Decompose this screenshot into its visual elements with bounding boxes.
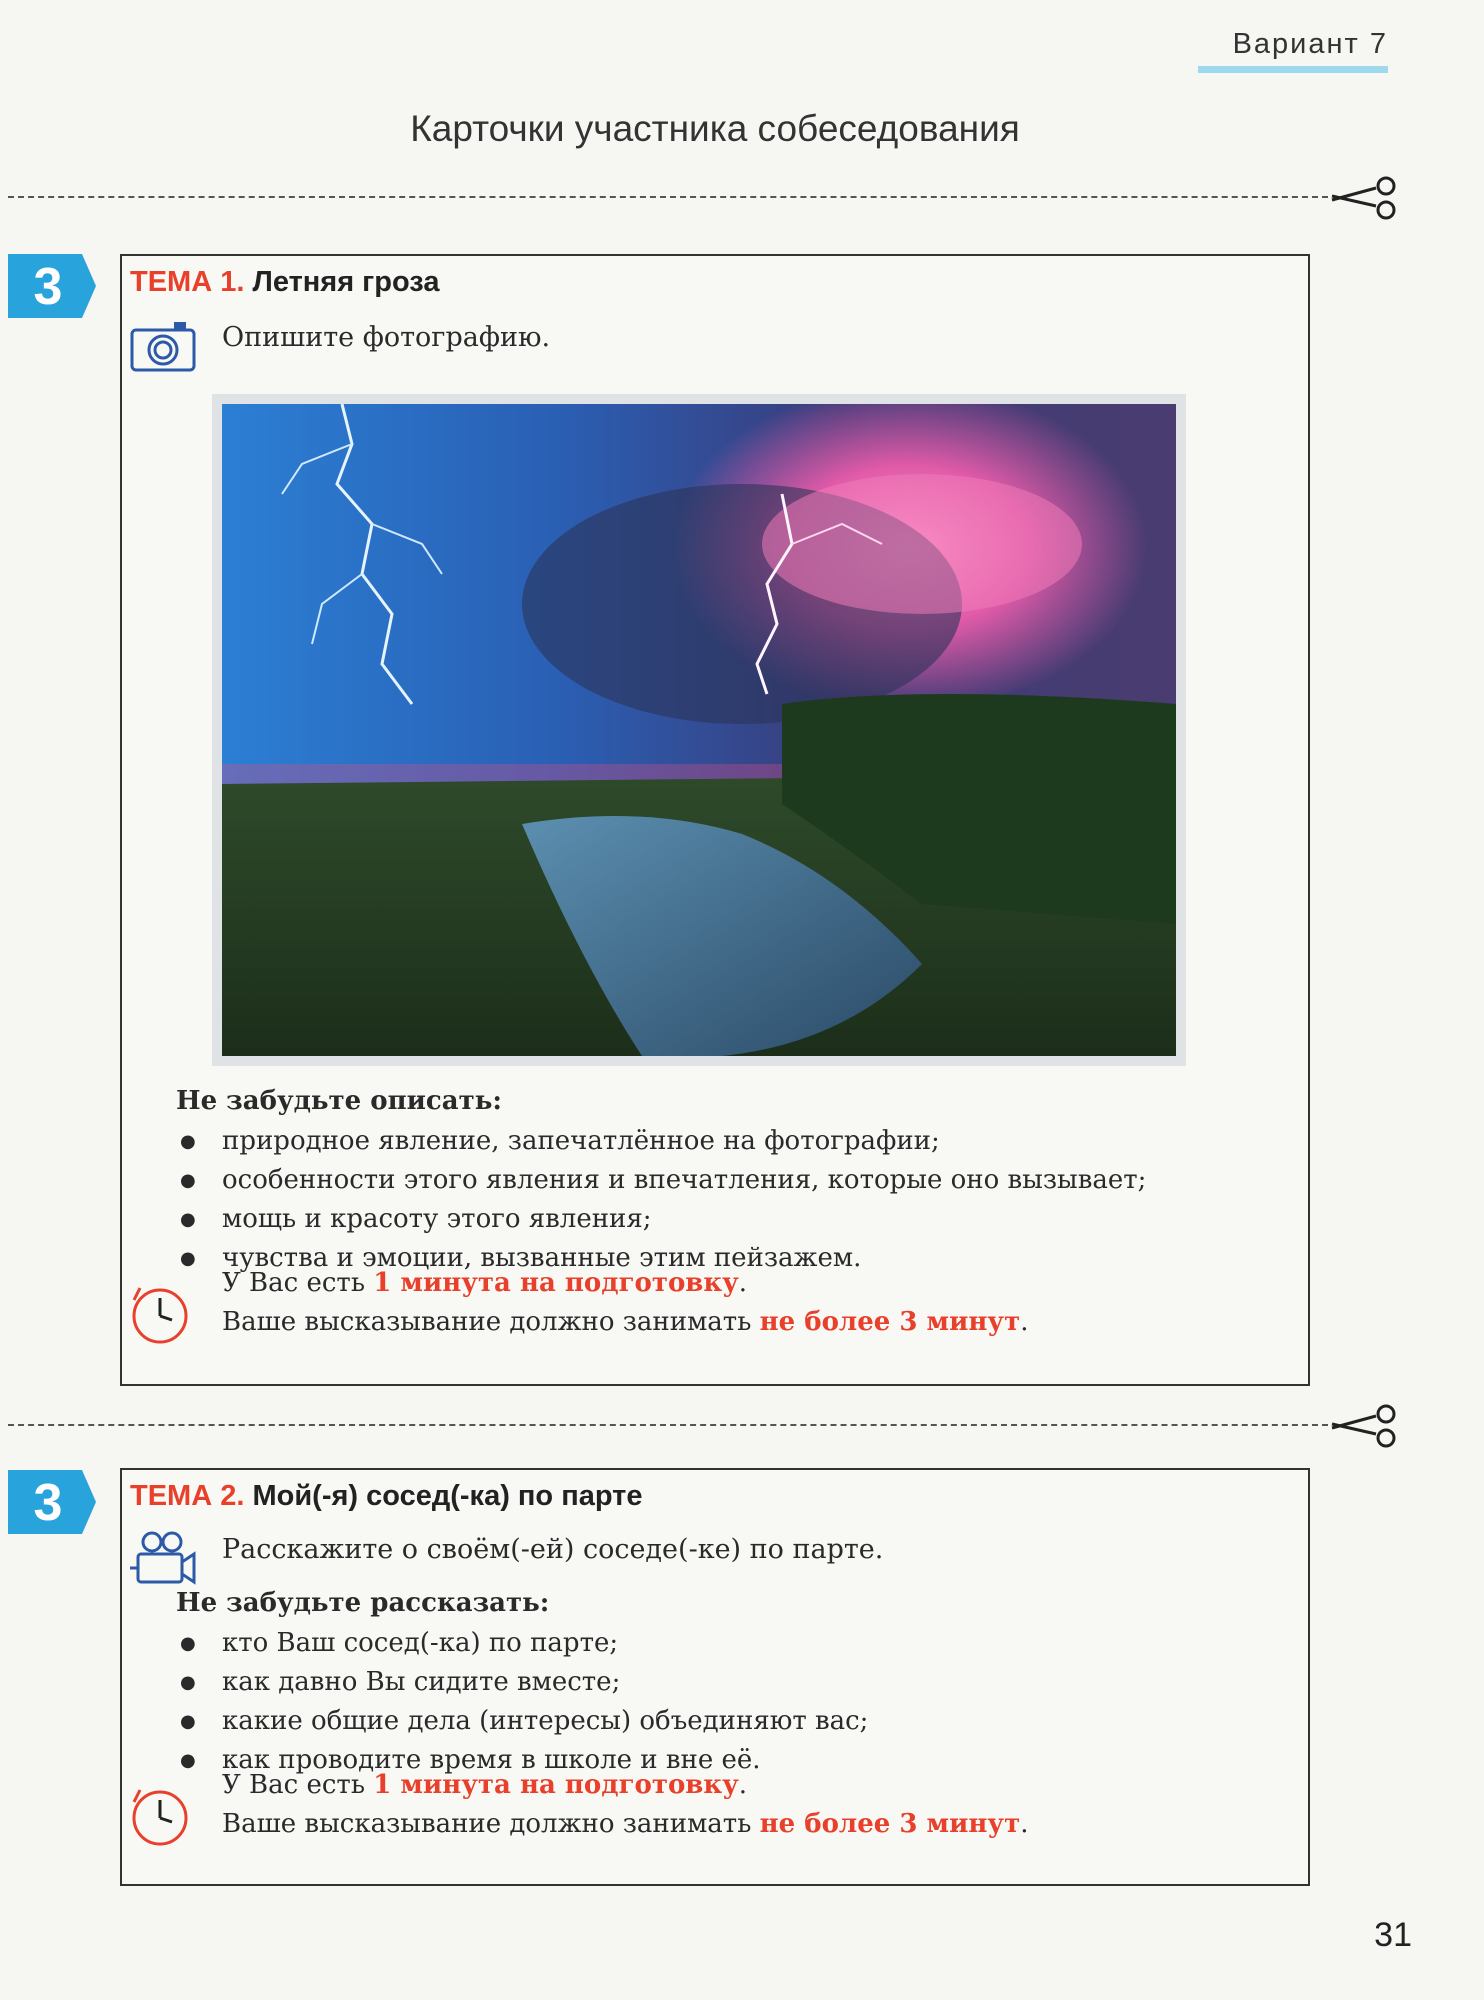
- topic-title: Мой(-я) сосед(-ка) по парте: [252, 1480, 643, 1512]
- topic-label: ТЕМА 2.: [130, 1480, 245, 1512]
- storm-photo: [212, 394, 1186, 1066]
- video-camera-icon: [128, 1528, 198, 1588]
- topic-title: Летняя гроза: [252, 266, 440, 298]
- limit-suffix: .: [1020, 1809, 1029, 1839]
- task-number-badge: [8, 254, 96, 318]
- list-item: ● особенности этого явления и впечатления, которые оно вызывает;: [176, 1161, 1146, 1200]
- prep-suffix: .: [738, 1268, 748, 1298]
- topic-heading: [130, 1480, 643, 1513]
- timer-icon: [126, 1280, 194, 1348]
- scissors-icon: [1330, 1404, 1400, 1448]
- list-item: ● кто Ваш сосед(-ка) по парте;: [176, 1624, 868, 1663]
- prep-time-note: [222, 1766, 747, 1805]
- prep-prefix: У Вас есть: [222, 1268, 374, 1298]
- list-item: ● как давно Вы сидите вместе;: [176, 1663, 868, 1702]
- page-number: 31: [1374, 1916, 1412, 1954]
- prep-highlight: 1 минута на подготовку: [373, 1268, 739, 1298]
- bullet-list: [176, 1624, 868, 1780]
- prep-highlight: 1 минута на подготовку: [373, 1770, 739, 1800]
- limit-note: [222, 1805, 1028, 1844]
- timer-icon: [126, 1782, 194, 1850]
- prep-time-note: [222, 1264, 747, 1303]
- limit-prefix: Ваше высказывание должно занимать: [222, 1307, 760, 1337]
- remember-heading: Не забудьте рассказать:: [176, 1588, 550, 1618]
- prep-prefix: У Вас есть: [222, 1770, 374, 1800]
- task-instruction: Расскажите о своём(-ей) соседе(-ке) по парте.: [222, 1534, 884, 1565]
- limit-note: [222, 1303, 1028, 1342]
- list-item: ● как проводите время в школе и вне её.: [176, 1741, 868, 1780]
- variant-underline: [1198, 66, 1388, 73]
- prep-suffix: .: [738, 1770, 748, 1800]
- limit-suffix: .: [1020, 1307, 1029, 1337]
- topic-label: ТЕМА 1.: [130, 266, 245, 298]
- limit-highlight: не более 3 минут: [759, 1809, 1021, 1839]
- task-instruction: Опишите фотографию.: [222, 322, 551, 353]
- task-number: 3: [33, 1474, 63, 1532]
- list-item: ● чувства и эмоции, вызванные этим пейзажем.: [176, 1239, 1146, 1278]
- cut-line: [8, 196, 1328, 198]
- topic-card-2: [120, 1468, 1310, 1886]
- task-number-badge: [8, 1470, 96, 1534]
- topic-card-1: [120, 254, 1310, 1386]
- topic-heading: [130, 266, 439, 299]
- list-item: ● мощь и красоту этого явления;: [176, 1200, 1146, 1239]
- limit-highlight: не более 3 минут: [759, 1307, 1021, 1337]
- limit-prefix: Ваше высказывание должно занимать: [222, 1809, 760, 1839]
- bullet-list: [176, 1122, 1146, 1278]
- camera-icon: [128, 316, 198, 376]
- page-title: Карточки участника собеседования: [410, 108, 1020, 149]
- list-item: ● природное явление, запечатлённое на фотографии;: [176, 1122, 1146, 1161]
- variant-label: Вариант 7: [1232, 28, 1388, 60]
- cut-line: [8, 1424, 1328, 1426]
- task-number: 3: [33, 258, 63, 316]
- list-item: ● какие общие дела (интересы) объединяют вас;: [176, 1702, 868, 1741]
- scissors-icon: [1330, 176, 1400, 220]
- remember-heading: Не забудьте описать:: [176, 1086, 502, 1116]
